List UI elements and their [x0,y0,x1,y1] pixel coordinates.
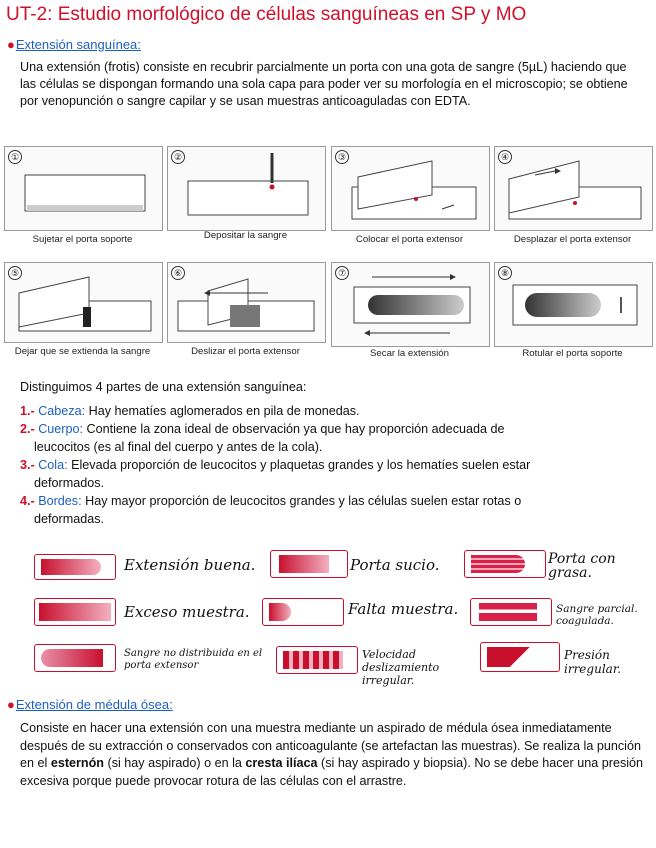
step-number: ② [171,150,185,164]
item-text: Hay hematíes aglomerados en pila de monedas. [88,403,360,418]
step-illustration [332,147,489,230]
smear-label: Exceso muestra. [124,603,250,621]
medula-paragraph [20,720,648,790]
step-number: ⑤ [8,266,22,280]
smear-label: Sangre parcial. coagulada. [556,603,638,627]
item-name: Cabeza: [38,403,86,418]
item-continuation: leucocitos (es al final del cuerpo y antes de la cola). [34,439,323,454]
step-caption: Rotular el porta soporte [522,348,623,359]
step-caption: Dejar que se extienda la sangre [14,346,151,357]
step-caption: Colocar el porta extensor [355,234,464,245]
step-caption: Secar la extensión [370,348,449,359]
bold-term: cresta ilíaca [245,756,318,770]
step-panel-3 [331,146,490,231]
step-number: ⑧ [498,266,512,280]
section-heading-extension [7,37,141,52]
section-heading-text: Extensión sanguínea: [15,37,141,52]
paragraph-text: (si hay aspirado) o en la [104,756,246,770]
intro-paragraph: Una extensión (frotis) consiste en recubrir parcialmente un porta con una gota de sangre (5µL) haciendo que las células se dispongan formando una sola capa para poder ver su morfología en el microscopio; se obtiene por venopunción o sangre capilar y se usan muestras anticoaguladas con EDTA. [20,60,628,108]
page-title: UT-2: Estudio morfológico de células sanguíneas en SP y MO [6,4,527,25]
smear-slide-clotted [470,598,552,626]
smear-label: Presión irregular. [564,648,622,676]
step-panel-5 [4,262,163,343]
paragraph-text: (si hay aspirado y biopsia). No se debe hacer una presión excesiva porque puede provocar rotura de las células con el arrastre. [20,756,644,788]
smear-slide-little [262,598,344,626]
item-continuation: deformados. [34,475,105,490]
step-illustration [168,147,325,230]
bullet-icon: ● [7,697,15,712]
step-number: ③ [335,150,349,164]
item-text: Contiene la zona ideal de observación ya que hay proporción adecuada de [86,422,505,436]
smear-slide-good [34,554,116,580]
step-number: ⑥ [171,266,185,280]
item-number: 3.- [20,458,35,472]
smear-label: Extensión buena. [124,556,256,574]
list-item [20,457,640,492]
item-continuation: deformadas. [34,511,105,526]
step-number: ④ [498,150,512,164]
step-caption: Desplazar el porta extensor [513,234,632,245]
list-item [20,493,640,528]
step-illustration [332,263,489,346]
smear-slide-irregular-speed [276,646,358,674]
smear-slide-excess [34,598,116,626]
step-number: ① [8,150,22,164]
item-number: 2.- [20,422,35,436]
bullet-icon: ● [7,37,15,52]
step-illustration [495,263,652,346]
step-illustration [5,263,162,342]
smear-label: Porta con grasa. [548,551,616,581]
step-caption: Sujetar el porta soporte [32,234,133,245]
paragraph-text: Consiste en hacer una extensión con una muestra mediante un aspirado de médula ósea inmediatamente después de su extracción o conservados con anticoagulante (se artefactan las muestras). Se realiza la punción en el [20,721,641,770]
step-panel-2 [167,146,326,231]
smear-label: Porta sucio. [350,556,440,574]
step-caption: Depositar la sangre [203,230,288,241]
step-panel-1 [4,146,163,231]
smear-slide-undistributed [34,644,116,672]
item-name: Cuerpo: [38,422,84,436]
smear-label: Sangre no distribuida en el porta extensor [124,648,263,671]
section-heading-medula [7,697,173,712]
step-illustration [495,147,652,230]
smear-label: Velocidad deslizamiento irregular. [362,648,440,687]
list-item [20,403,640,421]
step-panel-7 [331,262,490,347]
smear-slide-greasy [464,550,546,578]
item-number: 1.- [20,403,35,418]
parts-list [20,380,640,529]
step-number: ⑦ [335,266,349,280]
item-text: Hay mayor proporción de leucocitos grandes y las células suelen estar rotas o [85,494,522,508]
item-name: Cola: [38,458,68,472]
step-illustration [5,147,162,230]
step-panel-8 [494,262,653,347]
smear-label: Falta muestra. [348,600,459,618]
step-panel-4 [494,146,653,231]
section-heading-text: Extensión de médula ósea: [15,697,173,712]
smear-slide-dirty [270,550,348,578]
item-number: 4.- [20,494,35,508]
list-item [20,421,640,456]
step-caption: Deslizar el porta extensor [191,346,300,357]
item-name: Bordes: [38,494,82,508]
bold-term: esternón [50,756,104,770]
item-text: Elevada proporción de leucocitos y plaquetas grandes y los hematíes suelen estar [71,458,531,472]
step-illustration [168,263,325,342]
smear-slide-irregular-pressure [480,642,560,672]
parts-intro: Distinguimos 4 partes de una extensión sanguínea: [20,380,307,394]
step-panel-6 [167,262,326,343]
